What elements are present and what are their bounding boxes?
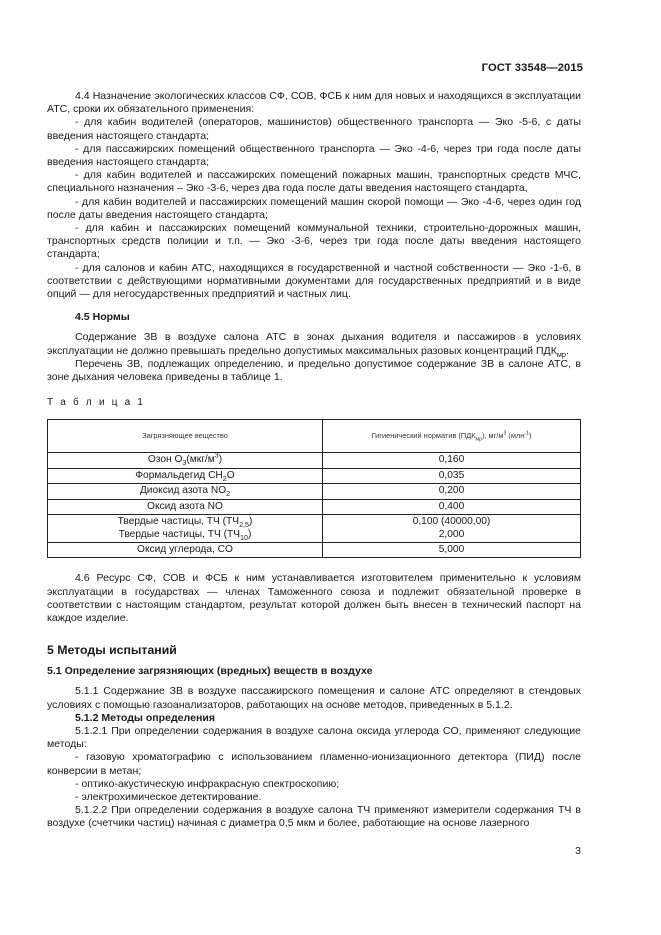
table-row bbox=[48, 453, 581, 468]
table-col-header: Загрязняющее вещество bbox=[48, 420, 323, 453]
s46-paragraph: 4.6 Ресурс СФ, СОВ и ФСБ к ним устанавливается изготовителем применительно к условиям эксплуатации в государствах — членах Таможенного союза и подлежит обязательной проверке в соответствии с настоящим стандартом, результат которой должен быть внесен в технический паспорт на каждое изделие. bbox=[47, 572, 581, 624]
page-content bbox=[47, 90, 581, 831]
s44-item: - для кабин и пассажирских помещений коммунальной техники, строительно-дорожных машин, транспортных средств полиции и т.п. — Эко -3-6, через три года после даты введения настоящего стандарта; bbox=[47, 222, 581, 261]
s5122-paragraph: 5.1.2.2 При определении содержания в воздухе салона ТЧ применяют измерители содержания ТЧ в воздухе (счетчики частиц) начиная с диаметра 0,5 мкм и более, работающие на основе лазерного bbox=[47, 804, 581, 830]
table-row bbox=[48, 468, 581, 483]
norm-cell: 0,200 bbox=[323, 484, 581, 499]
norm-cell: 0,035 bbox=[323, 468, 581, 483]
s44-item: - для кабин водителей (операторов, машинистов) общественного транспорта — Эко -5-6, с даты введения настоящего стандарта; bbox=[47, 116, 581, 142]
substance-cell: Озон $O_3(мкг/м^3)$ bbox=[48, 453, 323, 468]
document-id: ГОСТ 33548—2015 bbox=[481, 62, 583, 74]
table-1 bbox=[47, 419, 581, 558]
table-row bbox=[48, 515, 581, 543]
s512-title: 5.1.2 Методы определения bbox=[75, 711, 215, 724]
section-5-title: 5 Методы испытаний bbox=[47, 643, 177, 658]
s45-paragraph-1: Содержание ЗВ в воздухе салона АТС в зонах дыхания водителя и пассажиров в условиях эксплуатации не должно превышать предельно допустимых максимальных разовых концентраций $ПДК_{мр}$. bbox=[47, 331, 581, 359]
table-row bbox=[48, 484, 581, 499]
table-row bbox=[48, 499, 581, 514]
substance-cell: Формальдегид $CH_2O$ bbox=[48, 468, 323, 483]
page-number: 3 bbox=[575, 845, 581, 857]
s51-title: 5.1 Определение загрязняющих (вредных) веществ в воздухе bbox=[47, 665, 373, 678]
norm-cell: 0,100 (40000,00) 2,000 bbox=[323, 515, 581, 543]
substance-cell: Оксид углерода, CO bbox=[48, 542, 323, 557]
table-col-header: Гигиенический норматив $(ПДК_{мр})$, $мг/м^3$ (млн$^{-1}$) bbox=[323, 420, 581, 453]
s44-item: - для пассажирских помещений общественного транспорта — Эко -4-6, через три года после даты введения настоящего стандарта; bbox=[47, 142, 581, 169]
norm-cell: 5,000 bbox=[323, 542, 581, 557]
s5121-item: - газовую хроматографию с использованием пламенно-ионизационного детектора (ПИД) после конверсии в метан; bbox=[47, 751, 581, 777]
norm-cell: 0,400 bbox=[323, 499, 581, 514]
s45-title: 4.5 Нормы bbox=[75, 311, 130, 324]
substance-cell: Диоксид азота $NO_2$ bbox=[48, 484, 323, 499]
s44-item: - для кабин водителей и пассажирских помещений пожарных машин, транспортных средств МЧС, специального назначения – Эко -3-6, через два года после даты введения настоящего стандарта, bbox=[47, 169, 581, 195]
table-header-row bbox=[48, 420, 581, 453]
s44-intro: 4.4 Назначение экологических классов СФ, СОВ, ФСБ к ним для новых и находящихся в эксплуатации АТС, сроки их обязательного применения: bbox=[47, 90, 581, 116]
substance-cell: Твердые частицы, ТЧ $(ТЧ_{2,5})$ Твердые частицы, ТЧ $(ТЧ_{10})$ bbox=[48, 515, 323, 543]
s45-paragraph-2: Перечень ЗВ, подлежащих определению, и предельно допустимое содержание ЗВ в салоне АТС, в зоне дыхания человека приведены в таблице 1. bbox=[47, 357, 581, 384]
substance-cell: Оксид азота NO bbox=[48, 499, 323, 514]
s44-item: - для кабин водителей и пассажирских помещений машин скорой помощи — Эко -4-6, через один год после даты введения настоящего стандарта; bbox=[47, 195, 581, 221]
table-row bbox=[48, 542, 581, 557]
norm-cell: 0,160 bbox=[323, 453, 581, 468]
s511-paragraph: 5.1.1 Содержание ЗВ в воздухе пассажирского помещения и салоне АТС определяют в стендовых условиях с помощью газоанализаторов, работающих на основе методов, приведенных в 5.1.2. bbox=[47, 685, 581, 711]
s5121-paragraph: 5.1.2.1 При определении содержания в воздухе салона оксида углерода CO, применяют следующие методы: bbox=[47, 724, 581, 751]
s5121-item: - электрохимическое детектирование. bbox=[75, 790, 262, 803]
s44-item: - для салонов и кабин АТС, находящихся в государственной и частной собственности — Эко -1-6, в соответствии с действующими нормативными документами для государственных предприятий и в виде опций — для негосударственных предприятий и частных лиц. bbox=[47, 261, 581, 301]
s5121-item: - оптико-акустическую инфракрасную спектроскопию; bbox=[75, 777, 340, 790]
table-caption: Т а б л и ц а 1 bbox=[47, 397, 146, 409]
